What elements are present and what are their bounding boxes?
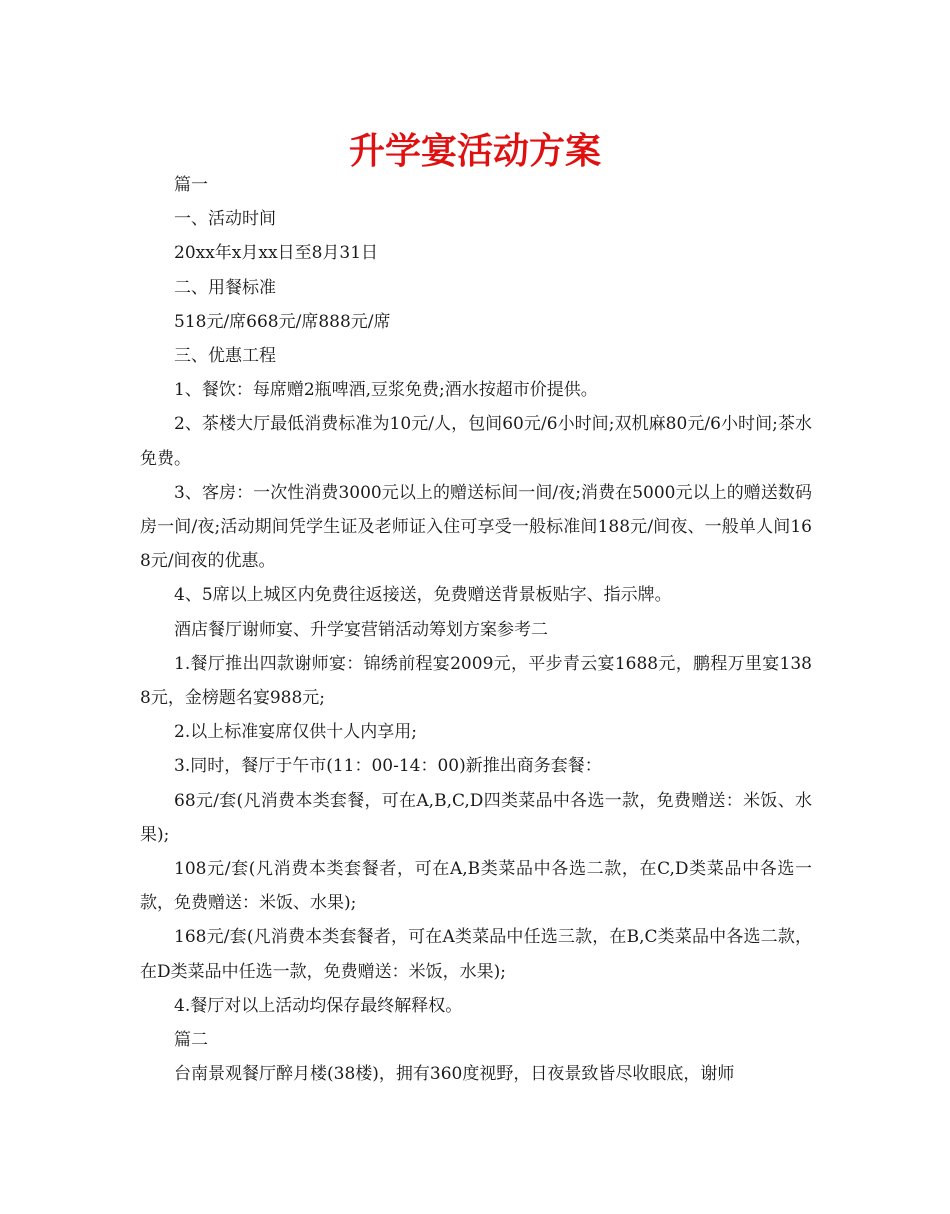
paragraph: 4.餐厅对以上活动均保存最终解释权。 bbox=[174, 995, 463, 1016]
paragraph: 酒店餐厅谢师宴、升学宴营销活动筹划方案参考二 bbox=[174, 619, 548, 640]
paragraph: 三、优惠工程 bbox=[174, 346, 276, 367]
paragraph: 68元/套(凡消费本类套餐，可在A,B,C,D四类菜品中各选一款，免费赠送：米饭、水果); bbox=[140, 790, 812, 845]
document-title: 升学宴活动方案 bbox=[348, 130, 601, 172]
paragraph: 篇一 bbox=[174, 175, 208, 195]
paragraph: 二、用餐标准 bbox=[174, 277, 276, 298]
paragraph: 518元/席668元/席888元/席 bbox=[174, 311, 391, 332]
paragraph: 108元/套(凡消费本类套餐者，可在A,B类菜品中各选二款，在C,D类菜品中各选一款，免费赠送：米饭、水果); bbox=[140, 859, 812, 914]
paragraph: 1、餐饮：每席赠2瓶啤酒,豆浆免费;酒水按超市价提供。 bbox=[174, 380, 598, 401]
paragraph: 3.同时，餐厅于午市(11：00-14：00)新推出商务套餐： bbox=[174, 756, 602, 777]
paragraph: 篇二 bbox=[174, 1030, 208, 1051]
paragraph: 2.以上标准宴席仅供十人内享用; bbox=[174, 722, 417, 743]
paragraph: 168元/套(凡消费本类套餐者，可在A类菜品中任选三款，在B,C类菜品中各选二款，在D类菜品中任选一款，免费赠送：米饭，水果); bbox=[140, 927, 812, 982]
paragraph: 1.餐厅推出四款谢师宴：锦绣前程宴2009元，平步青云宴1688元，鹏程万里宴1388元，金榜题名宴988元; bbox=[140, 653, 812, 709]
paragraph: 4、5席以上城区内免费往返接送，免费赠送背景板贴字、指示牌。 bbox=[174, 585, 672, 606]
paragraph: 3、客房：一次性消费3000元以上的赠送标间一间/夜;消费在5000元以上的赠送数码房一间/夜;活动期间凭学生证及老师证入住可享受一般标准间188元/间夜、一般单人间168元/间夜的优惠。 bbox=[140, 482, 812, 572]
document-body bbox=[140, 168, 812, 1091]
paragraph: 台南景观餐厅醉月楼(38楼)，拥有360度视野，日夜景致皆尽收眼底，谢师 bbox=[174, 1064, 735, 1085]
paragraph: 一、活动时间 bbox=[174, 209, 276, 230]
paragraph: 2、茶楼大厅最低消费标准为10元/人，包间60元/6小时间;双机麻80元/6小时间;茶水免费。 bbox=[140, 414, 812, 469]
paragraph: 20xx年x月xx日至8月31日 bbox=[174, 243, 379, 264]
